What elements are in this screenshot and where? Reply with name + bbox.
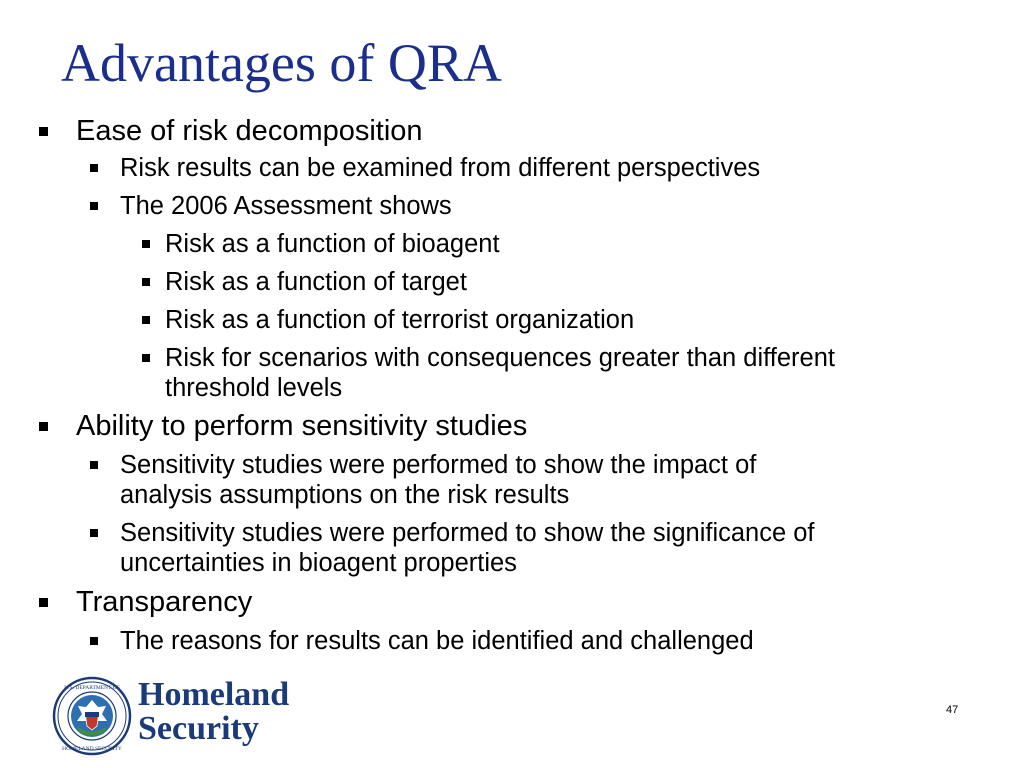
- bullet-text: threshold levels: [165, 374, 343, 402]
- bullet-level3: [165, 267, 467, 297]
- bullet-marker: [142, 354, 150, 362]
- dhs-seal-icon: [52, 676, 132, 756]
- bullet-level2: [120, 191, 452, 221]
- bullet-text: Transparency: [76, 586, 253, 618]
- dhs-logo: [52, 676, 302, 756]
- bullet-level1: [76, 410, 527, 442]
- bullet-marker: [90, 461, 98, 469]
- bullet-text: The 2006 Assessment shows: [120, 192, 452, 220]
- bullet-continuation: [165, 373, 342, 403]
- bullet-level3: [165, 343, 835, 373]
- bullet-text: Ease of risk decomposition: [76, 115, 423, 147]
- bullet-text: Risk results can be examined from different perspectives: [120, 154, 761, 182]
- page-number: 47: [946, 704, 959, 716]
- bullet-marker: [142, 316, 150, 324]
- bullet-text: Ability to perform sensitivity studies: [76, 410, 528, 442]
- bullet-marker: [39, 127, 48, 136]
- bullet-text: Sensitivity studies were performed to show the impact of: [120, 451, 757, 479]
- bullet-marker: [142, 278, 150, 286]
- bullet-level2: [120, 450, 756, 480]
- bullet-text: Risk as a function of bioagent: [165, 230, 500, 258]
- bullet-text: Risk as a function of target: [165, 268, 467, 296]
- logo-line1: Homeland: [138, 676, 290, 713]
- bullet-marker: [90, 202, 98, 210]
- bullet-marker: [90, 637, 98, 645]
- logo-line2: Security: [138, 710, 259, 747]
- bullet-text: Risk as a function of terrorist organization: [165, 306, 635, 334]
- bullet-continuation: [120, 548, 517, 578]
- bullet-marker: [39, 422, 48, 431]
- dhs-wordmark: [138, 678, 289, 746]
- bullet-text: Risk for scenarios with consequences greater than different: [165, 344, 835, 372]
- bullet-level2: [120, 153, 760, 183]
- bullet-text: Sensitivity studies were performed to show the significance of: [120, 519, 815, 547]
- bullet-marker: [142, 240, 150, 248]
- svg-text:U.S. DEPARTMENT OF: U.S. DEPARTMENT OF: [64, 685, 120, 691]
- bullet-continuation: [120, 480, 569, 510]
- bullet-text: The reasons for results can be identified and challenged: [120, 627, 754, 655]
- bullet-marker: [90, 529, 98, 537]
- bullet-level3: [165, 229, 500, 259]
- bullet-level1: [76, 586, 252, 618]
- bullet-level1: [76, 115, 423, 147]
- slide-title: Advantages of QRA: [61, 33, 502, 93]
- bullet-text: analysis assumptions on the risk results: [120, 481, 570, 509]
- bullet-text: uncertainties in bioagent properties: [120, 549, 517, 577]
- bullet-level2: [120, 626, 754, 656]
- bullet-marker: [39, 598, 48, 607]
- bullet-level3: [165, 305, 634, 335]
- bullet-level2: [120, 518, 815, 548]
- bullet-marker: [90, 164, 98, 172]
- svg-text:HOMELAND SECURITY: HOMELAND SECURITY: [62, 746, 122, 752]
